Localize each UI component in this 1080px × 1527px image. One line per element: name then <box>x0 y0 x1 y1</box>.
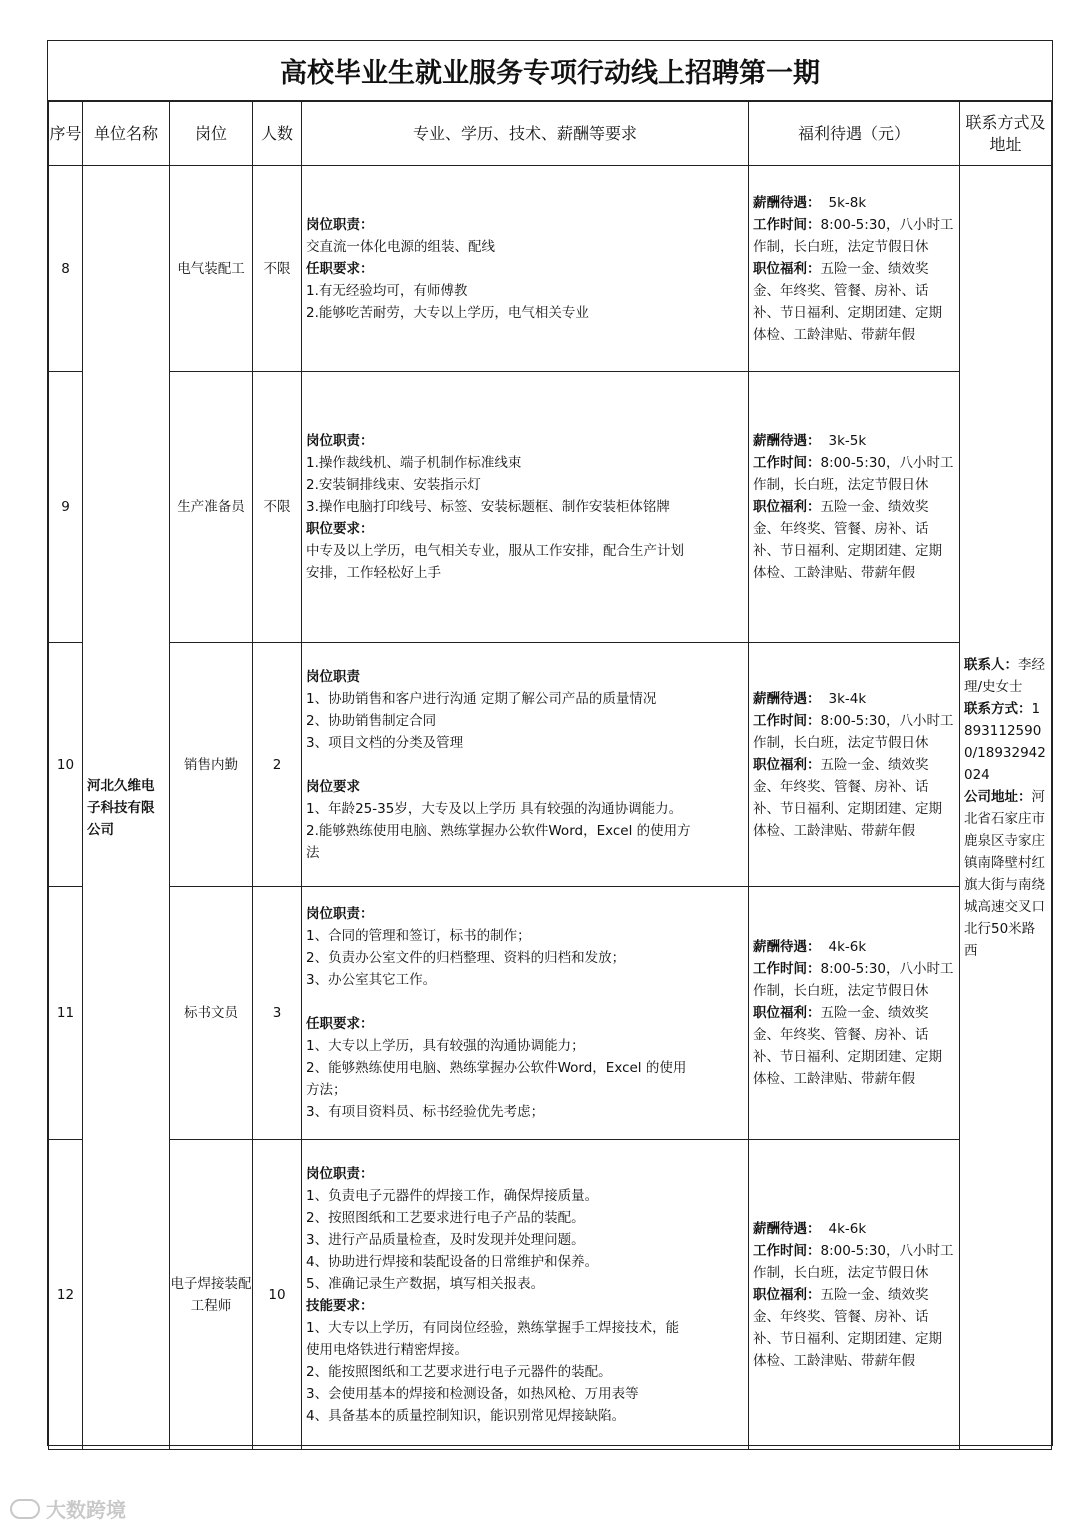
hours-label: 工作时间： <box>753 712 821 729</box>
count-cell: 不限 <box>253 166 302 372</box>
requirement-line: 使用电烙铁进行精密焊接。 <box>306 1341 468 1358</box>
salary-label: 薪酬待遇： <box>753 690 821 707</box>
benefits-block <box>753 1218 955 1372</box>
header-count: 人数 <box>253 102 302 166</box>
count-cell: 2 <box>253 643 302 887</box>
hours-value: 8:00-5:30，八小时工作制，长白班，法定节假日休 <box>753 961 954 999</box>
requirement-line: 3、项目文档的分类及管理 <box>306 734 464 751</box>
watermark-text: 大数跨境 <box>46 1498 126 1522</box>
contact-address-label: 公司地址： <box>964 788 1032 805</box>
benefits-cell <box>749 887 960 1140</box>
table-row <box>49 1140 1052 1450</box>
count-cell: 3 <box>253 887 302 1140</box>
benefits-block <box>753 430 955 584</box>
welfare-label: 职位福利： <box>753 756 821 773</box>
requirement-line: 3、有项目资料员、标书经验优先考虑； <box>306 1104 545 1120</box>
contact-cell <box>960 166 1052 1450</box>
welfare-value: 五险一金、绩效奖金、年终奖、管餐、房补、话补、节日福利、定期团建、定期体检、工龄津贴、带薪年假 <box>753 1286 942 1369</box>
benefits-cell <box>749 166 960 372</box>
benefit-details <box>753 214 955 346</box>
hours-label: 工作时间： <box>753 216 821 233</box>
requirement-line: 2、能按照图纸和工艺要求进行电子元器件的装配。 <box>306 1363 612 1380</box>
salary-value: 3k-4k <box>828 690 867 707</box>
requirement-heading: 岗位职责 <box>306 668 360 685</box>
requirement-line: 1.操作裁线机、端子机制作标准线束 <box>306 455 522 471</box>
seq-cell: 11 <box>49 887 83 1140</box>
requirement-line: 2、负责办公室文件的归档整理、资料的归档和发放； <box>306 950 626 966</box>
position-cell: 销售内勤 <box>170 643 253 887</box>
benefit-details <box>753 710 955 842</box>
requirement-line: 2、能够熟练使用电脑、熟练掌握办公软件Word，Excel 的使用 <box>306 1060 687 1076</box>
salary-line <box>753 688 955 710</box>
contact-person-label: 联系人： <box>964 656 1018 673</box>
benefits-cell <box>749 643 960 887</box>
requirement-line: 方法； <box>306 1082 347 1098</box>
hours-label: 工作时间： <box>753 455 821 471</box>
requirement-line: 法 <box>306 844 320 861</box>
requirements-cell <box>302 372 749 643</box>
requirements-cell <box>302 887 749 1140</box>
contact-address-value: 河北省石家庄市鹿泉区寺家庄镇南降壁村红旗大街与南绕城高速交叉口北行50米路西 <box>964 788 1045 959</box>
requirement-line <box>306 754 744 776</box>
salary-line <box>753 936 955 958</box>
requirement-line: 3、进行产品质量检查，及时发现并处理问题。 <box>306 1231 585 1248</box>
salary-label: 薪酬待遇： <box>753 433 821 449</box>
requirement-line: 3、会使用基本的焊接和检测设备，如热风枪、万用表等 <box>306 1385 639 1402</box>
requirement-heading: 岗位职责： <box>306 433 374 449</box>
table-row <box>49 643 1052 887</box>
watermark <box>10 1494 126 1523</box>
hours-value: 8:00-5:30，八小时工作制，长白班，法定节假日休 <box>753 712 954 751</box>
requirements-cell <box>302 166 749 372</box>
requirement-heading: 岗位要求 <box>306 778 360 795</box>
requirement-heading: 任职要求： <box>306 1016 374 1032</box>
requirement-line: 5、准确记录生产数据，填写相关报表。 <box>306 1275 545 1292</box>
header-requirements: 专业、学历、技术、薪酬等要求 <box>302 102 749 166</box>
position-cell: 标书文员 <box>170 887 253 1140</box>
seq-cell: 8 <box>49 166 83 372</box>
header-seq: 序号 <box>49 102 83 166</box>
requirement-heading: 岗位职责： <box>306 906 374 922</box>
benefits-cell <box>749 1140 960 1450</box>
table-row <box>49 887 1052 1140</box>
contact-block <box>964 654 1047 962</box>
requirement-line: 4、具备基本的质量控制知识，能识别常见焊接缺陷。 <box>306 1407 626 1424</box>
table-row <box>49 166 1052 372</box>
salary-label: 薪酬待遇： <box>753 939 821 955</box>
hours-value: 8:00-5:30，八小时工作制，长白班，法定节假日休 <box>753 455 954 493</box>
salary-label: 薪酬待遇： <box>753 194 821 211</box>
salary-value: 4k-6k <box>828 939 867 955</box>
benefit-details <box>753 452 955 584</box>
position-cell: 电气装配工 <box>170 166 253 372</box>
position-cell: 生产准备员 <box>170 372 253 643</box>
welfare-label: 职位福利： <box>753 1005 821 1021</box>
requirement-heading: 岗位职责： <box>306 1165 374 1182</box>
requirement-heading: 任职要求： <box>306 260 374 277</box>
requirement-heading: 职位要求： <box>306 521 374 537</box>
recruitment-table <box>48 101 1052 1450</box>
position-cell: 电子焊接装配工程师 <box>170 1140 253 1450</box>
requirement-heading: 技能要求： <box>306 1297 374 1314</box>
contact-phone-label: 联系方式： <box>964 700 1032 717</box>
count-cell: 不限 <box>253 372 302 643</box>
contact-person-value: 李经理/史女士 <box>964 656 1045 695</box>
hours-value: 8:00-5:30，八小时工作制，长白班，法定节假日休 <box>753 216 954 255</box>
salary-value: 4k-6k <box>828 1220 867 1237</box>
requirements-cell <box>302 643 749 887</box>
requirement-line: 1、合同的管理和签订，标书的制作； <box>306 928 531 944</box>
requirement-line: 2.能够吃苦耐劳，大专以上学历，电气相关专业 <box>306 304 589 321</box>
seq-cell: 9 <box>49 372 83 643</box>
salary-line <box>753 430 955 452</box>
benefit-details <box>753 958 955 1090</box>
salary-line <box>753 1218 955 1240</box>
company-name-cell: 河北久维电子科技有限公司 <box>83 166 170 1450</box>
hours-label: 工作时间： <box>753 1242 821 1259</box>
welfare-value: 五险一金、绩效奖金、年终奖、管餐、房补、话补、节日福利、定期团建、定期体检、工龄津贴、带薪年假 <box>753 1005 942 1087</box>
requirement-heading: 岗位职责： <box>306 216 374 233</box>
benefits-cell <box>749 372 960 643</box>
benefit-details <box>753 1240 955 1372</box>
page-title: 高校毕业生就业服务专项行动线上招聘第一期 <box>48 41 1052 101</box>
seq-cell: 10 <box>49 643 83 887</box>
welfare-value: 五险一金、绩效奖金、年终奖、管餐、房补、话补、节日福利、定期团建、定期体检、工龄津贴、带薪年假 <box>753 499 942 581</box>
requirements-cell <box>302 1140 749 1450</box>
salary-value: 5k-8k <box>828 194 867 211</box>
requirement-line: 1、年龄25-35岁，大专及以上学历 具有较强的沟通协调能力。 <box>306 800 683 817</box>
requirement-line: 1、大专以上学历，具有较强的沟通协调能力； <box>306 1038 585 1054</box>
recruitment-sheet <box>47 40 1053 1446</box>
requirement-line: 中专及以上学历，电气相关专业，服从工作安排，配合生产计划 <box>306 543 684 559</box>
welfare-label: 职位福利： <box>753 260 821 277</box>
requirement-line: 交直流一体化电源的组装、配线 <box>306 238 495 255</box>
requirement-line: 1、负责电子元器件的焊接工作，确保焊接质量。 <box>306 1187 599 1204</box>
requirement-line: 1.有无经验均可，有师傅教 <box>306 282 468 299</box>
header-row <box>49 102 1052 166</box>
requirement-line: 2、协助销售制定合同 <box>306 712 437 729</box>
seq-cell: 12 <box>49 1140 83 1450</box>
requirement-line <box>306 991 744 1013</box>
salary-value: 3k-5k <box>828 433 867 449</box>
welfare-value: 五险一金、绩效奖金、年终奖、管餐、房补、话补、节日福利、定期团建、定期体检、工龄津贴、带薪年假 <box>753 756 942 839</box>
requirement-line: 2.能够熟练使用电脑、熟练掌握办公软件Word，Excel 的使用方 <box>306 822 691 839</box>
requirement-line: 1、协助销售和客户进行沟通 定期了解公司产品的质量情况 <box>306 690 657 707</box>
requirement-line: 3.操作电脑打印线号、标签、安装标题框、制作安装柜体铭牌 <box>306 499 670 515</box>
hours-label: 工作时间： <box>753 961 821 977</box>
salary-label: 薪酬待遇： <box>753 1220 821 1237</box>
welfare-label: 职位福利： <box>753 499 821 515</box>
requirement-line: 2.安装铜排线束、安装指示灯 <box>306 477 481 493</box>
requirement-line: 2、按照图纸和工艺要求进行电子产品的装配。 <box>306 1209 585 1226</box>
benefits-block <box>753 936 955 1090</box>
contact-phone-value: 18931125900/18932942024 <box>964 700 1046 783</box>
watermark-logo-icon <box>10 1499 40 1519</box>
header-contact: 联系方式及地址 <box>960 102 1052 166</box>
header-company: 单位名称 <box>83 102 170 166</box>
requirement-line: 3、办公室其它工作。 <box>306 972 437 988</box>
benefits-block <box>753 688 955 842</box>
header-position: 岗位 <box>170 102 253 166</box>
salary-line <box>753 192 955 214</box>
table-row <box>49 372 1052 643</box>
requirement-line: 安排，工作轻松好上手 <box>306 565 441 581</box>
welfare-label: 职位福利： <box>753 1286 821 1303</box>
benefits-block <box>753 192 955 346</box>
requirement-line: 4、协助进行焊接和装配设备的日常维护和保养。 <box>306 1253 599 1270</box>
requirement-line: 1、大专以上学历，有同岗位经验，熟练掌握手工焊接技术，能 <box>306 1319 680 1336</box>
hours-value: 8:00-5:30，八小时工作制，长白班，法定节假日休 <box>753 1242 954 1281</box>
header-benefits: 福利待遇（元） <box>749 102 960 166</box>
count-cell: 10 <box>253 1140 302 1450</box>
welfare-value: 五险一金、绩效奖金、年终奖、管餐、房补、话补、节日福利、定期团建、定期体检、工龄津贴、带薪年假 <box>753 260 942 343</box>
